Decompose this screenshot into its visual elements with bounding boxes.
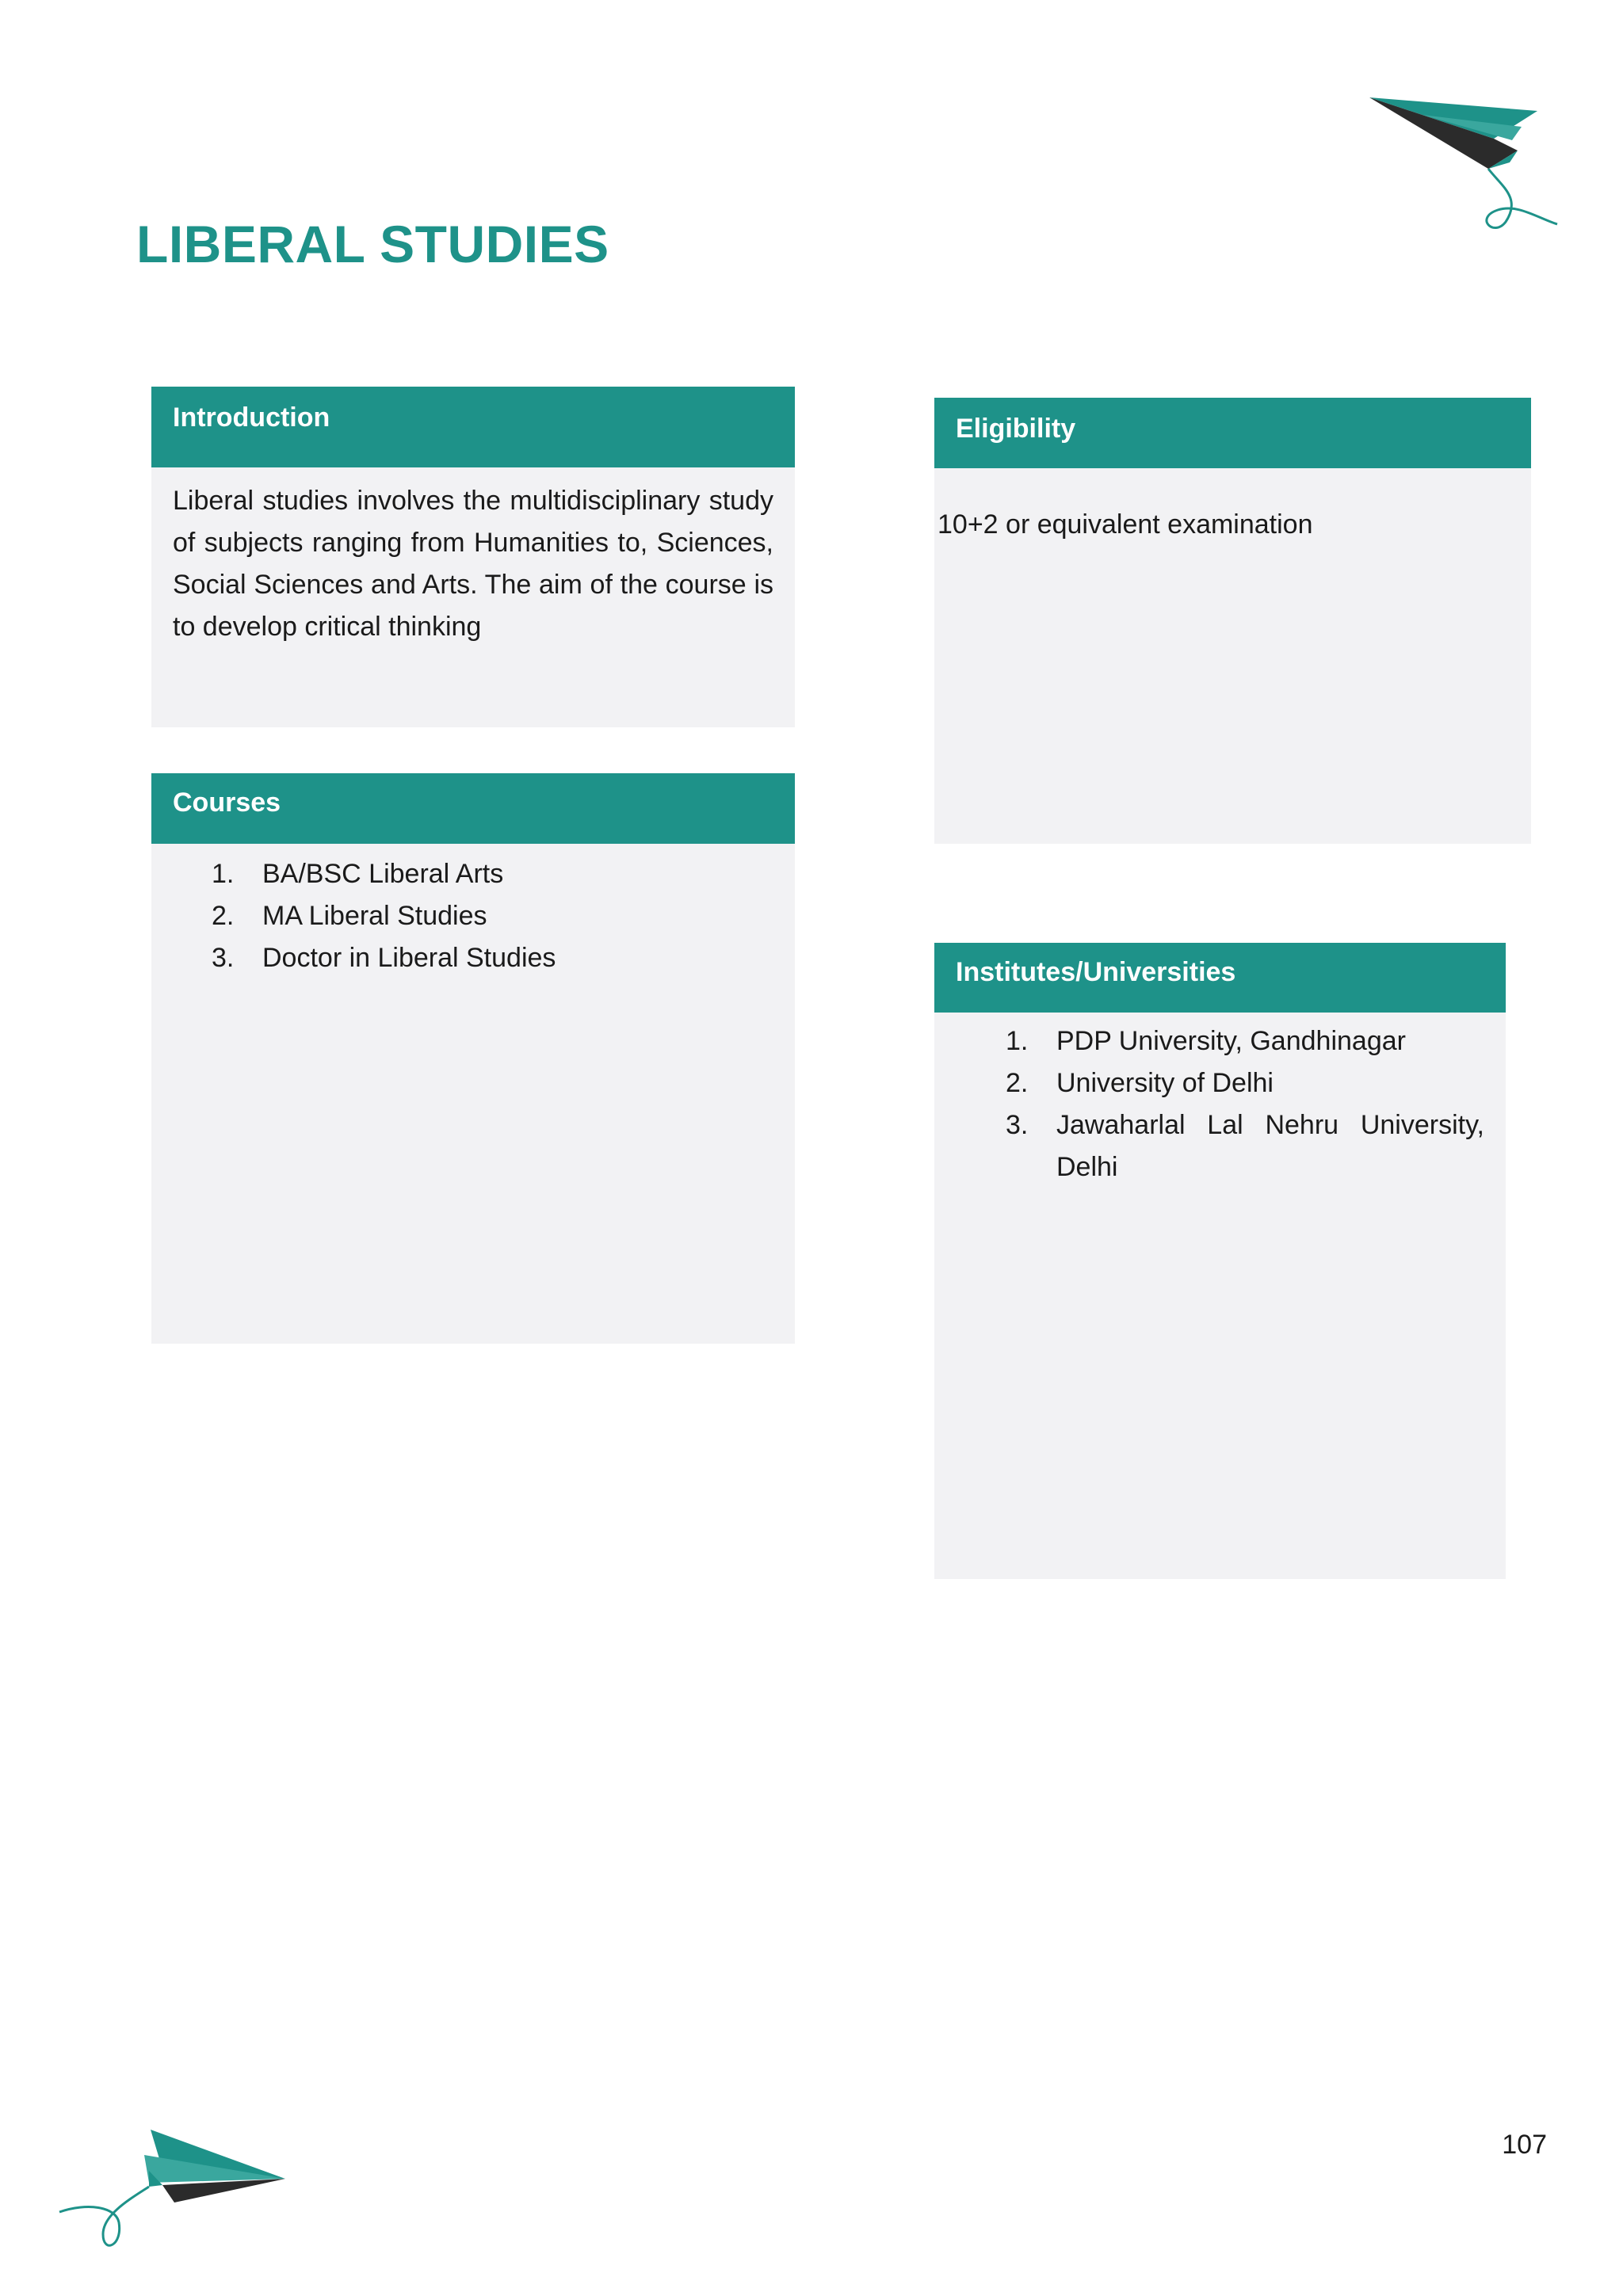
list-item [212,853,795,895]
list-number: 1. [1006,1026,1029,1056]
course-name: Doctor in Liberal Studies [262,943,556,973]
institutes-body [934,1013,1506,1188]
institute-name: University of Delhi [1056,1068,1274,1098]
courses-card [151,773,795,1344]
list-item [1006,1062,1484,1104]
list-number: 2. [212,901,235,931]
list-number: 2. [1006,1068,1029,1098]
list-item [212,937,795,979]
page-title: LIBERAL STUDIES [136,215,609,273]
list-item [212,895,795,937]
courses-body [151,844,795,979]
list-number: 3. [1006,1110,1029,1140]
page-number: 107 [1502,2130,1547,2160]
eligibility-text: 10+2 or equivalent examination [938,509,1313,540]
institutes-card [934,943,1506,1579]
eligibility-heading: Eligibility [934,398,1531,468]
list-number: 3. [212,943,235,973]
paper-plane-icon [1363,91,1569,234]
institutes-list [1006,1020,1484,1188]
eligibility-card [934,398,1531,844]
introduction-heading: Introduction [151,387,795,467]
institutes-heading: Institutes/Universities [934,943,1506,1013]
introduction-text: Liberal studies involves the multidisciplinary study of subjects ranging from Humanities to, Sciences, Social Sciences and Arts. The aim of the course is to develop critical thinking [173,486,773,642]
course-name: BA/BSC Liberal Arts [262,859,504,889]
courses-list [212,853,795,979]
paper-plane-icon [55,2123,293,2274]
course-name: MA Liberal Studies [262,901,487,931]
list-number: 1. [212,859,235,889]
list-item [1006,1104,1484,1188]
institute-name: PDP University, Gandhinagar [1056,1026,1406,1056]
list-item [1006,1020,1484,1062]
courses-heading: Courses [151,773,795,844]
introduction-card [151,387,795,727]
institute-name: Jawaharlal Lal Nehru University, Delhi [1056,1110,1484,1182]
